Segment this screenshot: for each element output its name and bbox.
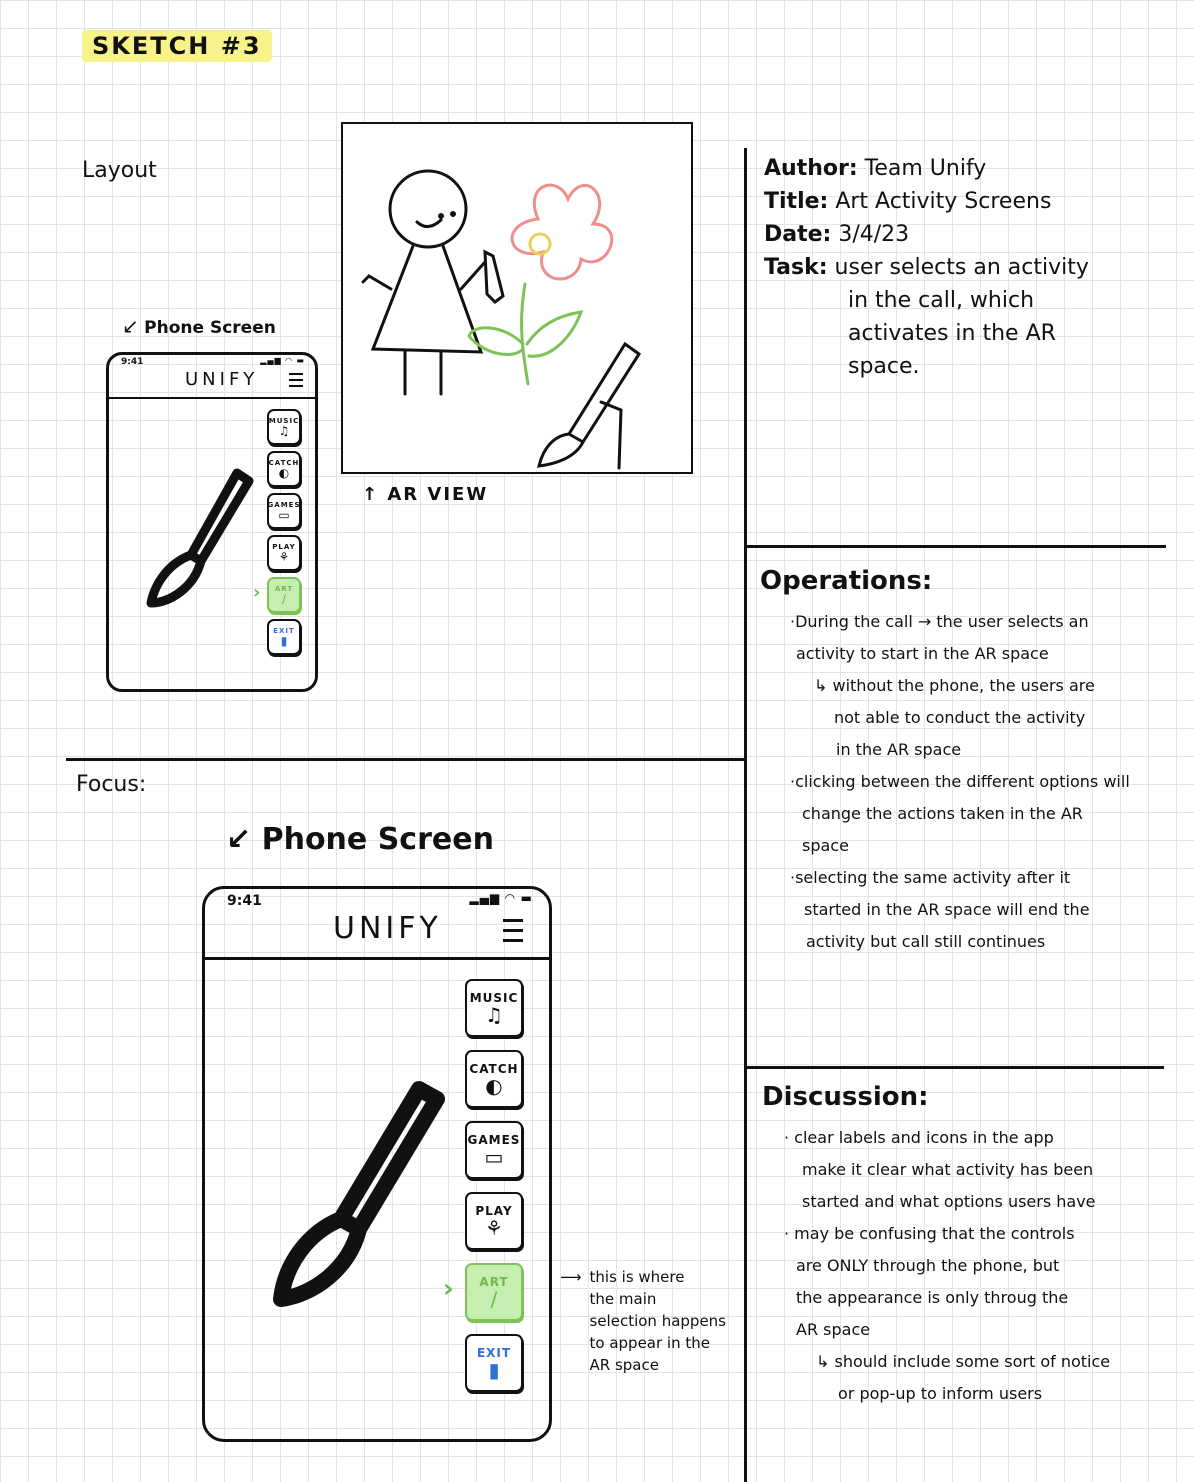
activity-button-exit[interactable] — [267, 619, 301, 655]
status-time: 9:41 — [121, 357, 144, 367]
music-note-icon: ♫ — [278, 424, 290, 438]
operations-line: activity to start in the AR space — [796, 644, 1049, 663]
activity-button-label: CATCH — [268, 459, 300, 467]
gamepad-icon: ▭ — [278, 508, 290, 522]
activity-button-label: MUSIC — [469, 991, 519, 1005]
task-line-2: activates in the AR — [848, 321, 1056, 346]
operations-line: activity but call still continues — [806, 932, 1046, 951]
activity-button-label: EXIT — [273, 627, 295, 635]
ar-view-label — [362, 484, 488, 505]
operations-line: in the AR space — [836, 740, 962, 759]
annotation-line: the main — [589, 1290, 657, 1308]
activity-button-label: MUSIC — [268, 417, 300, 425]
phone-screen-small-text: Phone Screen — [144, 318, 276, 338]
operations-line: ↳ without the phone, the users are — [814, 676, 1095, 695]
selection-annotation — [560, 1266, 726, 1376]
activity-button-catch[interactable] — [465, 1050, 523, 1108]
status-icons: ▂▄▆ ◠ ▬ — [469, 891, 533, 905]
ar-view-text: AR VIEW — [387, 484, 489, 505]
paintbrush-icon — [139, 463, 259, 623]
app-title: UNIFY — [333, 911, 442, 946]
operations-line: ·During the call → the user selects an — [790, 612, 1089, 631]
activity-button-label: GAMES — [267, 501, 301, 509]
annotation-line: this is where — [589, 1268, 685, 1286]
activity-button-play[interactable] — [465, 1192, 523, 1250]
ar-scene-drawing — [343, 124, 691, 472]
teddy-bear-icon: ⚘ — [485, 1216, 503, 1240]
curved-arrow-icon: ↙ — [226, 822, 252, 857]
up-arrow-icon: ↑ — [362, 484, 380, 505]
author-key: Author: — [764, 156, 858, 181]
discussion-line: AR space — [796, 1320, 871, 1339]
activity-button-label: GAMES — [467, 1133, 521, 1147]
operations-line: ·clicking between the different options will — [790, 772, 1130, 791]
sketch-title: SKETCH #3 — [82, 30, 272, 62]
operations-line: change the actions taken in the AR — [802, 804, 1083, 823]
divider-horizontal-right-top — [746, 545, 1166, 548]
header-divider — [109, 397, 315, 399]
discussion-notes — [784, 1122, 1110, 1410]
door-icon: ▮ — [488, 1358, 500, 1382]
discussion-line: started and what options users have — [802, 1192, 1096, 1211]
activity-button-label: PLAY — [272, 543, 296, 551]
discussion-line: the appearance is only throug the — [796, 1288, 1069, 1307]
discussion-line: make it clear what activity has been — [802, 1160, 1094, 1179]
phone-screen-large-label — [226, 822, 494, 857]
stick-figure-icon — [363, 171, 503, 394]
status-time: 9:41 — [227, 893, 262, 909]
gamepad-icon: ▭ — [484, 1145, 504, 1169]
operations-heading: Operations: — [760, 566, 933, 596]
annotation-line: to appear in the — [589, 1334, 710, 1352]
activity-button-label: CATCH — [469, 1062, 519, 1076]
brush-icon: ∕ — [281, 592, 287, 606]
task-line-3: space. — [848, 354, 920, 379]
discussion-line: are ONLY through the phone, but — [796, 1256, 1060, 1275]
activity-button-label: ART — [274, 585, 294, 593]
hamburger-menu-icon[interactable] — [289, 373, 303, 387]
phone-mockup-small — [106, 352, 318, 692]
layout-heading: Layout — [82, 158, 157, 183]
author-value: Team Unify — [864, 156, 987, 181]
phone-screen-large-text: Phone Screen — [261, 822, 494, 857]
discussion-line: ↳ should include some sort of notice — [816, 1352, 1111, 1371]
music-note-icon: ♫ — [485, 1003, 503, 1027]
title-value: Art Activity Screens — [835, 189, 1052, 214]
status-icons: ▂▄▆ ◠ ▬ — [260, 356, 305, 365]
hamburger-menu-icon[interactable] — [503, 919, 523, 942]
activity-button-music[interactable] — [465, 979, 523, 1037]
date-value: 3/4/23 — [838, 222, 910, 247]
paintbrush-icon — [261, 1069, 461, 1329]
phone-mockup-large — [202, 886, 552, 1442]
date-row — [764, 218, 909, 251]
divider-vertical — [744, 148, 747, 1482]
header-divider — [205, 957, 549, 960]
activity-button-exit[interactable] — [465, 1334, 523, 1392]
activity-button-label: PLAY — [475, 1204, 513, 1218]
operations-line: ·selecting the same activity after it — [790, 868, 1071, 887]
teddy-bear-icon: ⚘ — [278, 550, 290, 564]
operations-line: started in the AR space will end the — [804, 900, 1090, 919]
phone-screen-small-label — [122, 314, 276, 338]
title-key: Title: — [764, 189, 829, 214]
discussion-heading: Discussion: — [762, 1082, 929, 1112]
app-title: UNIFY — [185, 369, 259, 390]
ar-view-frame — [341, 122, 693, 474]
task-key: Task: — [764, 255, 828, 280]
activity-button-art[interactable] — [465, 1263, 523, 1321]
title-row — [764, 185, 1051, 218]
activity-button-games[interactable] — [465, 1121, 523, 1179]
selected-indicator-icon: › — [443, 1273, 454, 1304]
task-row — [764, 251, 1089, 284]
discussion-line: or pop-up to inform users — [838, 1384, 1043, 1403]
activity-button-music[interactable] — [267, 409, 301, 445]
activity-button-games[interactable] — [267, 493, 301, 529]
operations-line: space — [802, 836, 849, 855]
task-line-0: user selects an activity — [834, 255, 1089, 280]
activity-button-catch[interactable] — [267, 451, 301, 487]
date-key: Date: — [764, 222, 832, 247]
operations-notes — [790, 606, 1130, 958]
annotation-line: AR space — [589, 1356, 659, 1374]
operations-line: not able to conduct the activity — [834, 708, 1086, 727]
activity-button-label: ART — [479, 1275, 509, 1289]
discussion-line: · clear labels and icons in the app — [784, 1128, 1054, 1147]
author-row — [764, 152, 986, 185]
brush-icon: ∕ — [490, 1287, 498, 1311]
activity-button-label: EXIT — [476, 1346, 512, 1360]
task-line-1: in the call, which — [848, 288, 1035, 313]
right-arrow-icon: ⟶ — [560, 1268, 582, 1286]
divider-horizontal-left — [66, 758, 746, 761]
activity-button-play[interactable] — [267, 535, 301, 571]
door-icon: ▮ — [280, 634, 288, 648]
annotation-line: selection happens — [589, 1312, 726, 1330]
curved-arrow-icon: ↙ — [122, 314, 139, 338]
selected-indicator-icon: › — [253, 582, 261, 604]
ball-icon: ◐ — [278, 466, 290, 480]
discussion-line: · may be confusing that the controls — [784, 1224, 1075, 1243]
divider-horizontal-right-bottom — [746, 1066, 1164, 1069]
paintbrush-icon — [539, 344, 639, 468]
ball-icon: ◐ — [485, 1074, 503, 1098]
focus-heading: Focus: — [76, 772, 147, 797]
activity-button-art[interactable] — [267, 577, 301, 613]
flower-icon — [469, 185, 612, 384]
